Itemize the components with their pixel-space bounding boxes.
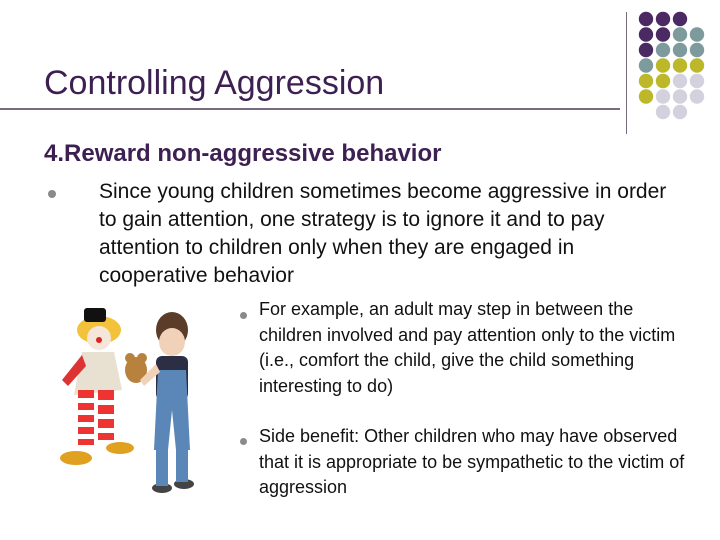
bullet-marker (240, 438, 247, 445)
sub-point-1-text: For example, an adult may step in between the children involved and pay attention only to the victim (i.e., comfort the child, give the child something interesting to do) (259, 299, 676, 396)
decorative-dot (656, 12, 670, 26)
slide-title: Controlling Aggression (44, 64, 385, 102)
main-point-text: Since young children sometimes become aggressive in order to gain attention, one strategy is to ignore it and to pay attention to children only when they are engaged in cooperative behavior (99, 180, 667, 287)
decorative-dot (639, 58, 653, 72)
decorative-dot (639, 27, 653, 41)
decorative-dot (673, 58, 687, 72)
photo-clown-and-child (44, 300, 214, 515)
bullet-marker (48, 190, 56, 198)
decorative-dot (673, 12, 687, 26)
decorative-dot (673, 74, 687, 88)
decorative-dot (673, 89, 687, 103)
decorative-dot (690, 89, 704, 103)
decorative-dot (656, 43, 670, 57)
decorative-dot (639, 89, 653, 103)
sub-point-2-text: Side benefit: Other children who may have observed that it is appropriate to be sympathetic to the victim of aggression (259, 426, 685, 497)
decorative-dot (690, 43, 704, 57)
decorative-dot (673, 105, 687, 119)
decorative-dot (690, 58, 704, 72)
decorative-dot (690, 27, 704, 41)
decorative-dot (656, 89, 670, 103)
decorative-dot (673, 27, 687, 41)
decorative-dot (656, 74, 670, 88)
title-divider (0, 108, 620, 110)
bullet-marker (240, 312, 247, 319)
vertical-divider (626, 12, 627, 134)
decorative-dot (639, 74, 653, 88)
decorative-dot (639, 43, 653, 57)
decorative-dot (656, 27, 670, 41)
decorative-dot (673, 43, 687, 57)
section-heading: 4.Reward non-aggressive behavior (44, 140, 442, 167)
decorative-dot (690, 74, 704, 88)
decorative-dot (656, 105, 670, 119)
decorative-dot-grid (636, 10, 720, 120)
decorative-dot (639, 12, 653, 26)
decorative-dot (656, 58, 670, 72)
